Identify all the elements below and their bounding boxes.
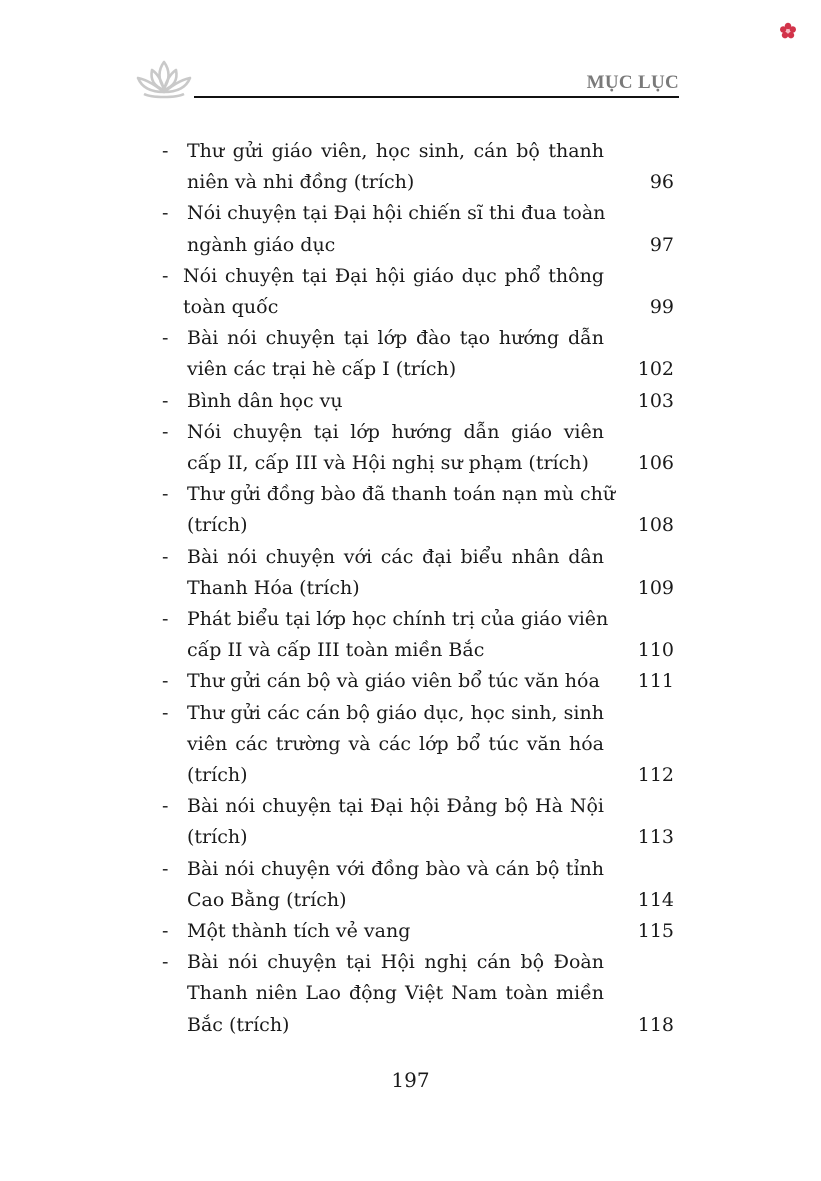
table-of-contents <box>162 136 674 1041</box>
running-header-title: MỤC LỤC <box>586 72 679 93</box>
toc-entry-page: 109 <box>637 576 674 599</box>
toc-bullet: - <box>162 795 169 818</box>
toc-entry[interactable] <box>162 386 674 417</box>
toc-bullet: - <box>162 420 169 443</box>
toc-entry-page: 113 <box>637 826 674 849</box>
toc-entry[interactable] <box>162 323 674 385</box>
toc-bullet: - <box>162 701 169 724</box>
toc-entry[interactable] <box>162 604 674 666</box>
toc-entry-title: cấp II và cấp III toàn miền Bắc <box>187 639 485 662</box>
toc-entry-page: 115 <box>637 920 674 943</box>
toc-entry[interactable] <box>162 417 674 479</box>
toc-entry-title: Phát biểu tại lớp học chính trị của giáo viên <box>187 608 609 631</box>
toc-entry[interactable] <box>162 136 674 198</box>
toc-entry-title: viên các trường và các lớp bổ túc văn hóa <box>187 732 604 755</box>
toc-entry-title: (trích) <box>187 764 248 787</box>
toc-entry-title: Thư gửi đồng bào đã thanh toán nạn mù chữ <box>187 483 616 506</box>
toc-entry-title: Bài nói chuyện tại Hội nghị cán bộ Đoàn <box>187 951 604 974</box>
toc-entry-page: 114 <box>637 888 674 911</box>
toc-entry[interactable] <box>162 666 674 697</box>
toc-entry-page: 102 <box>637 358 674 381</box>
toc-entry-title: Cao Bằng (trích) <box>187 888 347 911</box>
toc-bullet: - <box>162 608 169 631</box>
toc-entry-title: Thanh niên Lao động Việt Nam toàn miền <box>187 982 604 1005</box>
toc-entry-title: Nói chuyện tại lớp hướng dẫn giáo viên <box>187 420 604 443</box>
toc-bullet: - <box>162 951 169 974</box>
toc-entry[interactable] <box>162 947 674 1041</box>
toc-entry-title: niên và nhi đồng (trích) <box>187 171 415 194</box>
toc-entry-title: Bắc (trích) <box>187 1013 290 1036</box>
toc-entry-title: viên các trại hè cấp I (trích) <box>187 358 457 381</box>
toc-bullet: - <box>162 483 169 506</box>
toc-entry-page: 110 <box>637 639 674 662</box>
toc-entry-page: 108 <box>637 514 674 537</box>
toc-bullet: - <box>162 264 169 287</box>
toc-entry-title: Thanh Hóa (trích) <box>187 576 360 599</box>
toc-bullet: - <box>162 389 169 412</box>
toc-entry-title: cấp II, cấp III và Hội nghị sư phạm (trích) <box>187 452 589 475</box>
toc-entry-title: Thư gửi cán bộ và giáo viên bổ túc văn hóa <box>187 670 600 693</box>
toc-entry-title: Nói chuyện tại Đại hội chiến sĩ thi đua toàn <box>187 202 606 225</box>
toc-entry[interactable] <box>162 854 674 916</box>
toc-entry-title: Bài nói chuyện tại lớp đào tạo hướng dẫn <box>187 327 604 350</box>
toc-entry-title: Bài nói chuyện với các đại biểu nhân dân <box>187 545 604 568</box>
lotus-icon <box>134 58 194 100</box>
toc-bullet: - <box>162 670 169 693</box>
toc-bullet: - <box>162 202 169 225</box>
toc-bullet: - <box>162 140 169 162</box>
toc-entry[interactable] <box>162 698 674 792</box>
toc-bullet: - <box>162 857 169 880</box>
toc-entry-title: ngành giáo dục <box>187 233 336 256</box>
toc-entry-page: 99 <box>649 296 674 319</box>
toc-entry-title: Bài nói chuyện tại Đại hội Đảng bộ Hà Nội <box>187 795 604 818</box>
toc-bullet: - <box>162 327 169 350</box>
toc-bullet: - <box>162 545 169 568</box>
toc-entry-title: Thư gửi các cán bộ giáo dục, học sinh, sinh <box>187 701 604 724</box>
toc-entry-page: 106 <box>637 452 674 475</box>
toc-entry-page: 103 <box>637 389 674 412</box>
toc-entry-title: toàn quốc <box>183 296 279 319</box>
toc-entry-page: 118 <box>637 1013 674 1036</box>
toc-entry-title: Nói chuyện tại Đại hội giáo dục phổ thông <box>183 264 604 287</box>
toc-entry[interactable] <box>162 261 674 323</box>
red-flower-icon <box>779 22 797 40</box>
header-rule <box>194 96 679 98</box>
toc-entry-page: 97 <box>649 233 674 256</box>
toc-entry[interactable] <box>162 479 674 541</box>
toc-entry[interactable] <box>162 916 674 947</box>
toc-entry-title: (trích) <box>187 826 248 849</box>
toc-entry-page: 96 <box>649 171 674 194</box>
toc-entry-title: Thư gửi giáo viên, học sinh, cán bộ thanh <box>187 140 604 162</box>
toc-entry[interactable] <box>162 791 674 853</box>
toc-entry-page: 111 <box>637 670 674 693</box>
page-number: 197 <box>391 1068 430 1092</box>
toc-entry-title: Bình dân học vụ <box>187 389 343 412</box>
toc-entry[interactable] <box>162 198 674 260</box>
toc-entry-title: (trích) <box>187 514 248 537</box>
toc-entry-title: Bài nói chuyện với đồng bào và cán bộ tỉnh <box>187 857 604 880</box>
toc-bullet: - <box>162 920 169 943</box>
toc-entry-page: 112 <box>637 764 674 787</box>
toc-entry[interactable] <box>162 542 674 604</box>
toc-entry-title: Một thành tích vẻ vang <box>187 920 411 943</box>
